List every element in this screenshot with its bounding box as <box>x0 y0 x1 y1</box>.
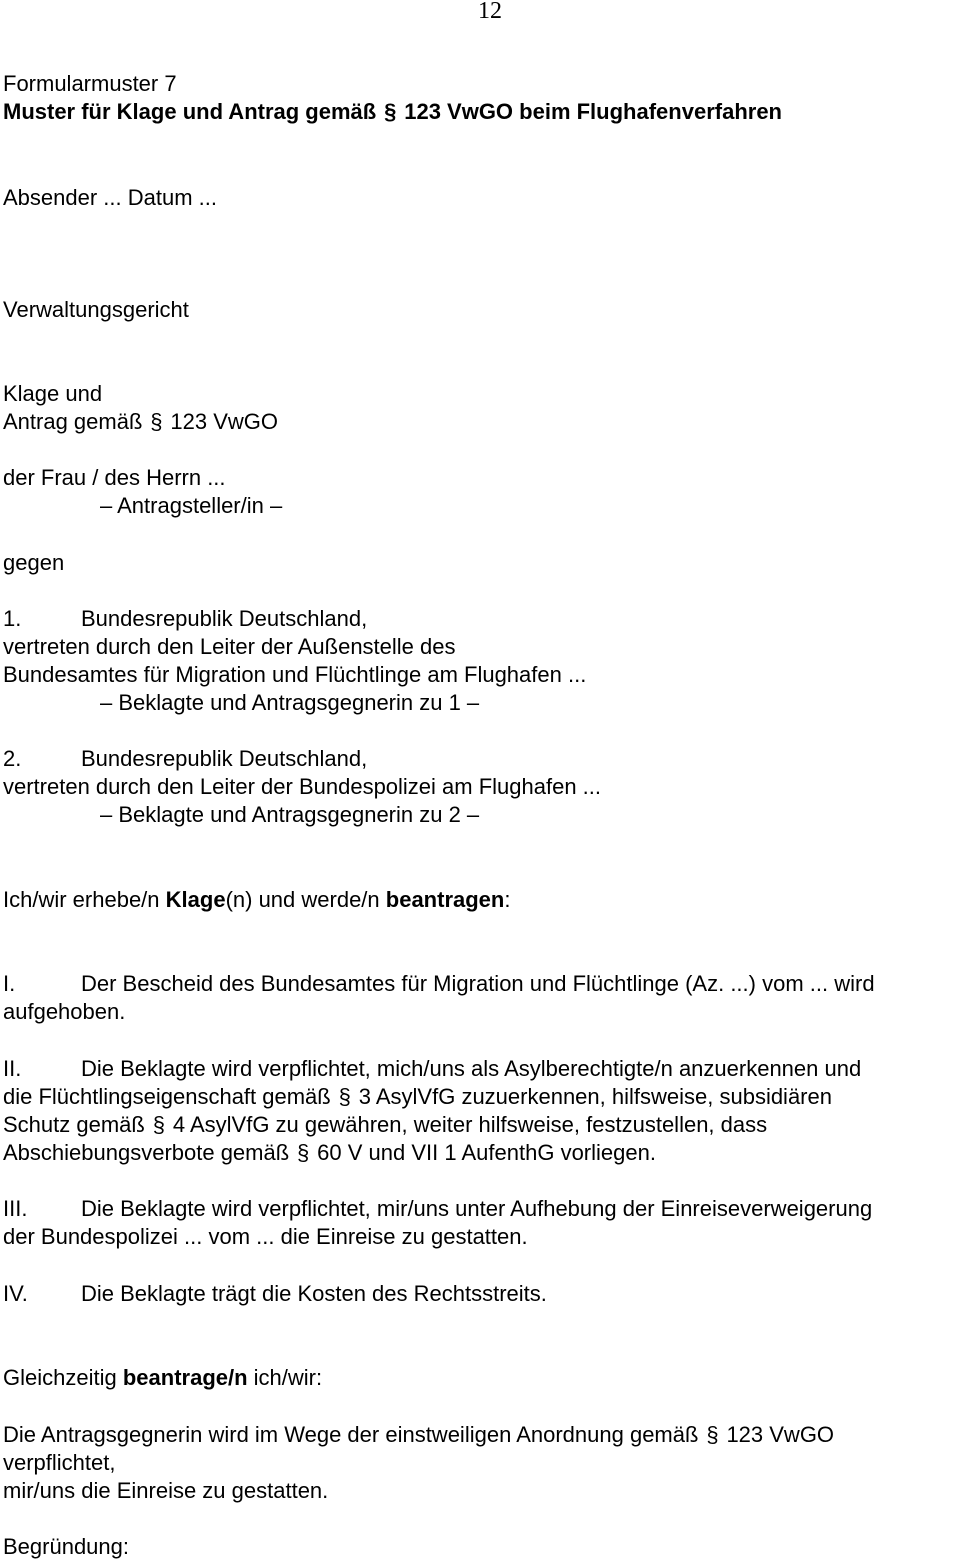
request-line-3: mir/uns die Einreise zu gestatten. <box>3 1478 329 1503</box>
defendant-1-line-3: Bundesamtes für Migration und Flüchtlinge am Flughafen ... <box>3 662 587 687</box>
sender-date-line: Absender ... Datum ... <box>3 185 217 210</box>
section-symbol-icon: § <box>384 99 397 124</box>
defendant-1-line-2: vertreten durch den Leiter der Außenstelle des <box>3 634 456 659</box>
request-line-2: verpflichtet, <box>3 1450 116 1475</box>
item-3-line-1: III. Die Beklagte wird verpflichtet, mir/uns unter Aufhebung der Einreiseverweigerung <box>3 1196 873 1221</box>
court-name: Verwaltungsgericht <box>3 297 189 322</box>
subject-line-2: Antrag gemäß § 123 VwGO <box>3 409 279 434</box>
form-label: Formularmuster 7 <box>3 71 177 96</box>
against-label: gegen <box>3 550 65 575</box>
defendant-1-role: – Beklagte und Antragsgegnerin zu 1 – <box>100 690 480 715</box>
item-1-line-2: aufgehoben. <box>3 999 126 1024</box>
page-number: 12 <box>478 0 502 24</box>
item-2-line-3: Schutz gemäß § 4 AsylVfG zu gewähren, weiter hilfsweise, festzustellen, dass <box>3 1112 768 1137</box>
item-2-line-4: Abschiebungsverbote gemäß § 60 V und VII 1 AufenthG vorliegen. <box>3 1140 656 1165</box>
intro-sentence: Ich/wir erhebe/n Klage(n) und werde/n beantragen: <box>3 887 511 912</box>
item-2-line-1: II. Die Beklagte wird verpflichtet, mich/uns als Asylberechtigte/n anzuerkennen und <box>3 1056 862 1081</box>
defendant-2-name: 2. Bundesrepublik Deutschland, <box>3 746 368 771</box>
item-2-line-2: die Flüchtlingseigenschaft gemäß § 3 AsylVfG zuzuerkennen, hilfsweise, subsidiären <box>3 1084 832 1109</box>
document-title: Muster für Klage und Antrag gemäß § 123 VwGO beim Flughafenverfahren <box>3 99 782 124</box>
item-4-line-1: IV. Die Beklagte trägt die Kosten des Rechtsstreits. <box>3 1281 547 1306</box>
section-symbol-icon: § <box>706 1422 719 1447</box>
item-3-line-2: der Bundespolizei ... vom ... die Einreise zu gestatten. <box>3 1224 528 1249</box>
plaintiff-line: der Frau / des Herrn ... <box>3 465 226 490</box>
plaintiff-role: – Antragsteller/in – <box>100 493 283 518</box>
defendant-2-line-2: vertreten durch den Leiter der Bundespolizei am Flughafen ... <box>3 774 602 799</box>
subject-line-1: Klage und <box>3 381 103 406</box>
defendant-1-name: 1. Bundesrepublik Deutschland, <box>3 606 368 631</box>
request-line-1: Die Antragsgegnerin wird im Wege der einstweiligen Anordnung gemäß § 123 VwGO <box>3 1422 835 1447</box>
section-symbol-icon: § <box>152 1112 165 1137</box>
reasoning-heading: Begründung: <box>3 1534 129 1559</box>
item-1-line-1: I. Der Bescheid des Bundesamtes für Migration und Flüchtlinge (Az. ...) vom ... wird <box>3 971 875 996</box>
defendant-2-role: – Beklagte und Antragsgegnerin zu 2 – <box>100 802 480 827</box>
section-symbol-icon: § <box>297 1140 310 1165</box>
simultaneous-request-heading: Gleichzeitig beantrage/n ich/wir: <box>3 1365 323 1390</box>
section-symbol-icon: § <box>150 409 163 434</box>
section-symbol-icon: § <box>338 1084 351 1109</box>
